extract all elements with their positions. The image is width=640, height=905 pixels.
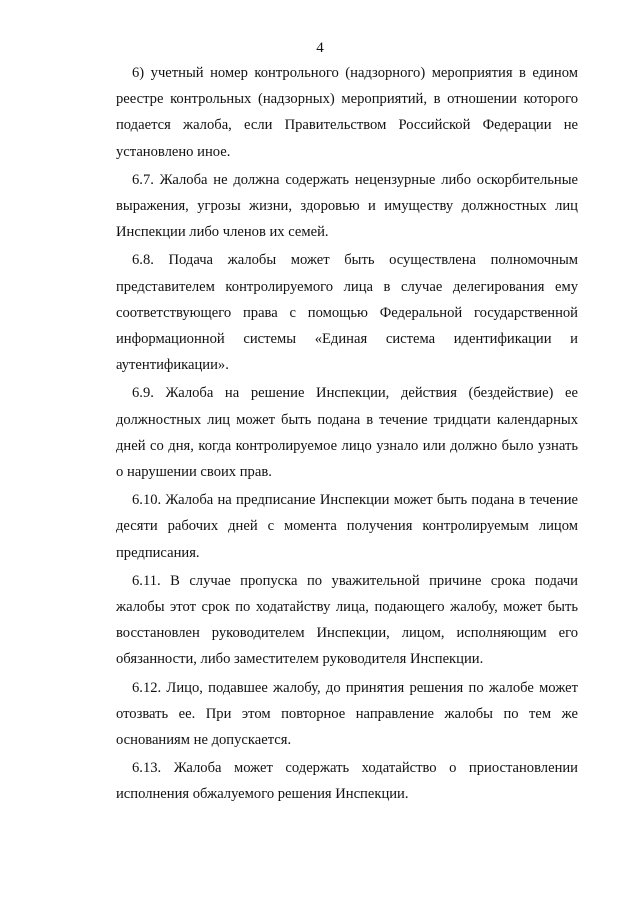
paragraph-6-11: 6.11. В случае пропуска по уважительной причине срока подачи жалобы этот срок по ходатайству лица, подающего жалобу, может быть восстановлен руководителем Инспекции, лицом, исполняющим его обязанности, либо заместителем руководителя Инспекции. <box>116 572 578 668</box>
paragraph-item-6: 6) учетный номер контрольного (надзорного) мероприятия в едином реестре контрольных (надзорных) мероприятий, в отношении которого подается жалоба, если Правительством Российской Федерации не установлено иное. <box>116 65 578 160</box>
paragraph-6-7: 6.7. Жалоба не должна содержать нецензурные либо оскорбительные выражения, угрозы жизни, здоровью и имуществу должностных лиц Инспекции либо членов их семей. <box>116 171 578 241</box>
paragraph-6-13: 6.13. Жалоба может содержать ходатайство о приостановлении исполнения обжалуемого решения Инспекции. <box>116 760 578 803</box>
paragraph-6-10: 6.10. Жалоба на предписание Инспекции может быть подана в течение десяти рабочих дней с момента получения контролируемым лицом предписания. <box>116 492 578 561</box>
paragraph-6-12: 6.12. Лицо, подавшее жалобу, до принятия решения по жалобе может отозвать ее. При этом повторное направление жалобы по тем же основаниям не допускается. <box>116 679 578 749</box>
document-body <box>116 60 578 810</box>
paragraph-6-9: 6.9. Жалоба на решение Инспекции, действия (бездействие) ее должностных лиц может быть подана в течение тридцати календарных дней со дня, когда контролируемое лицо узнало или должно было узнать о нарушении своих прав. <box>116 385 578 481</box>
paragraph-6-8: 6.8. Подача жалобы может быть осуществлена полномочным представителем контролируемого лица в случае делегирования ему соответствующего права с помощью Федеральной государственной информационной системы «Единая система идентификации и аутентификации». <box>116 252 578 374</box>
page-number: 4 <box>316 40 324 56</box>
